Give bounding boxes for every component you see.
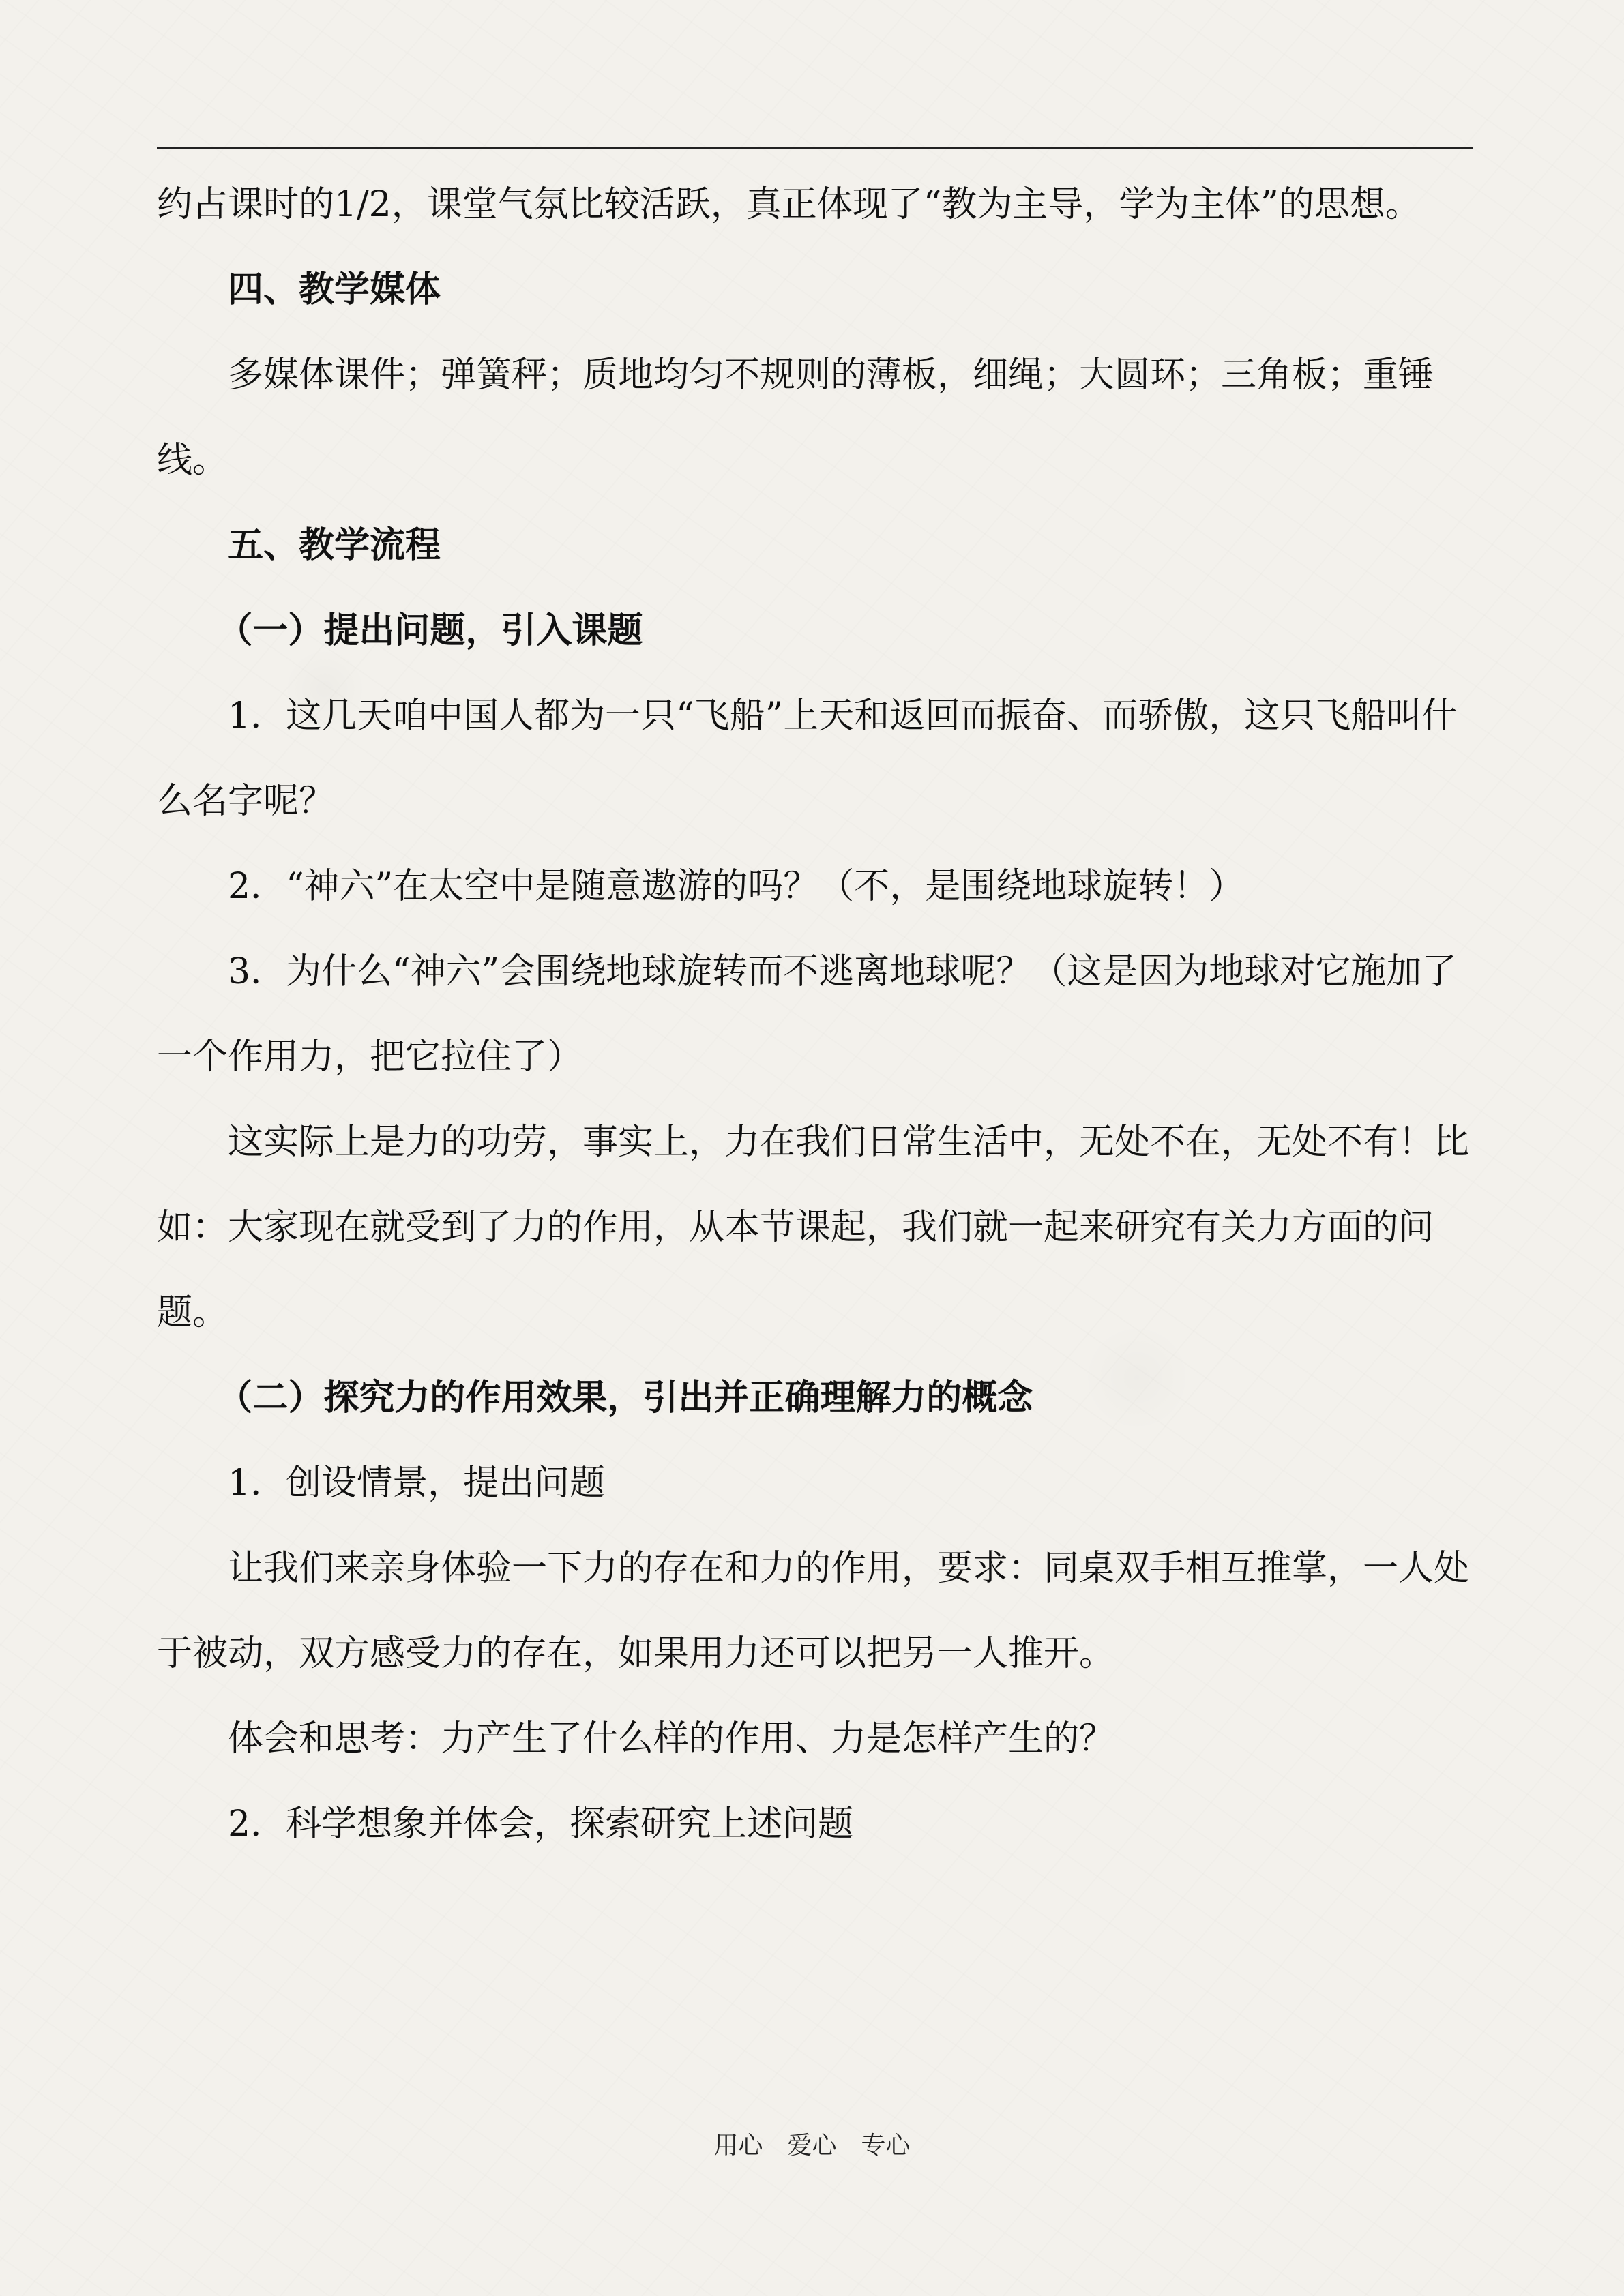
paragraph-item-3: 3．为什么“神六”会围绕地球旋转而不逃离地球呢？（这是因为地球对它施加了一个作用力，把它拉住了） [157, 951, 1458, 1077]
subheading-raise-question: （一）提出问题，引入课题 [217, 610, 643, 651]
page-footer: 用心 爱心 专心 [713, 2132, 911, 2160]
paragraph-media-list: 多媒体课件；弹簧秤；质地均匀不规则的薄板，细绳；大圆环；三角板；重锤线。 [157, 355, 1434, 481]
header-rule [157, 147, 1473, 149]
document-body [157, 162, 1473, 1867]
subheading-explore-force: （二）探究力的作用效果，引出并正确理解力的概念 [217, 1377, 1033, 1418]
paragraph-continuation: 约占课时的1/2，课堂气氛比较活跃，真正体现了“教为主导，学为主体”的思想。 [157, 184, 1421, 225]
paragraph-step-1: 1．创设情景，提出问题 [228, 1463, 606, 1504]
section-heading-media: 四、教学媒体 [228, 269, 441, 310]
paragraph-reflect: 体会和思考：力产生了什么样的作用、力是怎样产生的？ [228, 1718, 1115, 1759]
paragraph-force-intro: 这实际上是力的功劳，事实上，力在我们日常生活中，无处不在，无处不有！比如：大家现在就受到了力的作用，从本节课起，我们就一起来研究有关力方面的问题。 [157, 1122, 1470, 1333]
paragraph-step-2: 2．科学想象并体会，探索研究上述问题 [228, 1804, 854, 1845]
paragraph-experience: 让我们来亲身体验一下力的存在和力的作用，要求：同桌双手相互推掌，一人处于被动，双方感受力的存在，如果用力还可以把另一人推开。 [157, 1548, 1470, 1674]
paragraph-item-2: 2．“神六”在太空中是随意遨游的吗？（不，是围绕地球旋转！） [228, 866, 1245, 907]
paragraph-item-1: 1．这几天咱中国人都为一只“飞船”上天和返回而振奋、而骄傲，这只飞船叫什么名字呢？ [157, 696, 1458, 822]
section-heading-process: 五、教学流程 [228, 525, 441, 566]
